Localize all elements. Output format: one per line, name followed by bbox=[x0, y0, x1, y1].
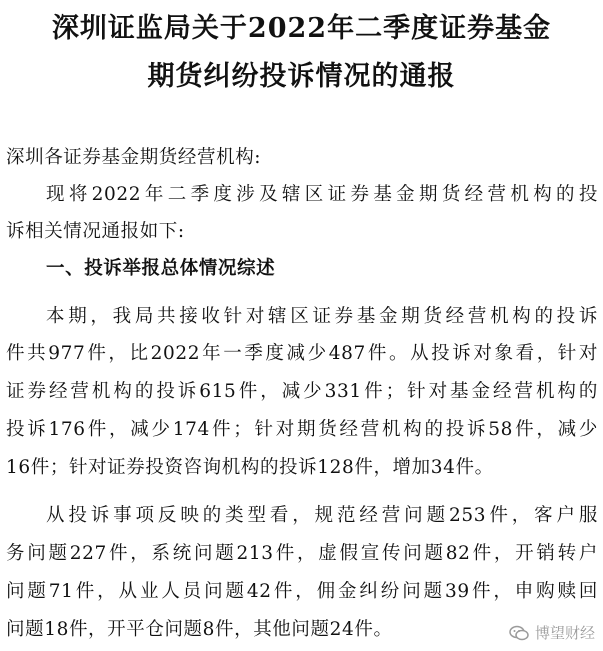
para1-line-5: 16件；针对证券投资咨询机构的投诉128件，增加34件。 bbox=[6, 457, 494, 478]
document-title-line-1: 深圳证监局关于2022年二季度证券基金 bbox=[51, 13, 552, 44]
para1-line-2: 件共977件，比2022年一季度减少487件。从投诉对象看，针对 bbox=[6, 343, 598, 364]
watermark-text: 博望财经 bbox=[534, 624, 595, 642]
para1-line-3: 证券经营机构的投诉615件，减少331件；针对基金经营机构的 bbox=[6, 381, 598, 402]
intro-line-2: 诉相关情况通报如下: bbox=[6, 221, 185, 242]
para2-line-1: 从投诉事项反映的类型看，规范经营问题253件，客户服 bbox=[46, 505, 598, 526]
para2-line-4: 问题18件，开平仓问题8件，其他问题24件。 bbox=[6, 619, 393, 640]
para2-line-3: 问题71件，从业人员问题42件，佣金纠纷问题39件，申购赎回 bbox=[6, 581, 598, 602]
wechat-icon bbox=[509, 625, 529, 641]
para2-line-2: 务问题227件，系统问题213件，虚假宣传问题82件，开销转户 bbox=[6, 543, 598, 564]
watermark bbox=[509, 622, 595, 643]
document-title-line-2: 期货纠纷投诉情况的通报 bbox=[147, 61, 456, 92]
salutation: 深圳各证券基金期货经营机构: bbox=[6, 147, 262, 168]
section-heading: 一、投诉举报总体情况综述 bbox=[46, 258, 276, 279]
para1-line-1: 本期，我局共接收针对辖区证券基金期货经营机构的投诉 bbox=[46, 306, 598, 327]
intro-line-1: 现将2022年二季度涉及辖区证券基金期货经营机构的投 bbox=[46, 184, 598, 205]
para1-line-4: 投诉176件，减少174件；针对期货经营机构的投诉58件，减少 bbox=[6, 419, 598, 440]
